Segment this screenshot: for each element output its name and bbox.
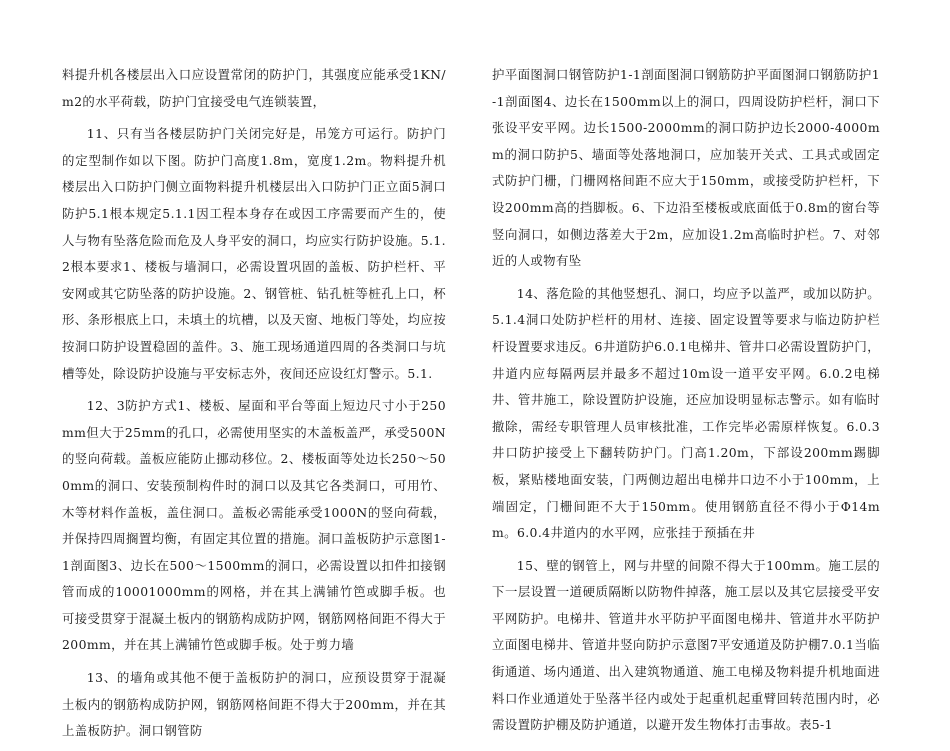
paragraph: 15、壁的钢管上，网与井壁的间隙不得大于100mm。施工层的下一层设置一道硬质隔断以防物件掉落，施工层以及其它层接受平安平网防护。电梯井、管道井水平防护平面图电梯井、管道井水平防护立面图电梯井、管道井竖向防护示意图7平安通道及防护棚7.0.1当临街通道、场内通道、出入建筑物通道、施工电梯及物料提升机地面进料口作业通道处于坠落半径内或处于起重机起重臂回转范围内时，必需设置防护棚及防护通道，以避开发生物体打击事故。表5-1 bbox=[492, 557, 880, 733]
paragraph: 护平面图洞口钢管防护1-1剖面图洞口钢筋防护平面图洞口钢筋防护1-1剖面图4、边长在1500mm以上的洞口，四周设防护栏杆，洞口下张设平安平网。边长1500-2000mm的洞口防护边长2000-4000mm的洞口防护5、墙面等处落地洞口，应加装开关式、工具式或固定式防护门栅，门栅网格间距不应大于150mm，或接受防护栏杆，下设200mm高的挡脚板。6、下边沿至楼板或底面低于0.8m的窗台等竖向洞口，如侧边落差大于2m，应加设1.2m高临时护栏。7、对邻近的人或物有坠 bbox=[492, 67, 880, 269]
paragraph: 12、3防护方式1、楼板、屋面和平台等面上短边尺寸小于250mm但大于25mm的孔口，必需使用坚实的木盖板盖严，承受500N的竖向荷载。盖板应能防止挪动移位。2、楼板面等处边长250～500mm的洞口、安装预制构件时的洞口以及其它各类洞口，可用竹、木等材料作盖板，盖住洞口。盖板必需能承受1000N的竖向荷载，并保持四周搁置均衡，有固定其位置的措施。洞口盖板防护示意图1-1剖面图3、边长在500～1500mm的洞口，必需设置以扣件扣接钢管而成的10001000mm的网格，并在其上满铺竹笆或脚手板。也可接受贯穿于混凝土板内的钢筋构成防护网，钢筋网格间距不得大于200mm，并在其上满铺竹笆或脚手板。处于剪力墙 bbox=[62, 398, 446, 653]
right-text-column bbox=[492, 62, 880, 745]
paragraph: 11、只有当各楼层防护门关闭完好是，吊笼方可运行。防护门的定型制作如以下图。防护门高度1.8m，宽度1.2m。物料提升机楼层出入口防护门侧立面物料提升机楼层出入口防护门正立面5洞口防护5.1根本规定5.1.1因工程本身存在或因工序需要而产生的，使人与物有坠落危险而危及人身平安的洞口，均应实行防护设施。5.1.2根本要求1、楼板与墙洞口，必需设置巩固的盖板、防护栏杆、平安网或其它防坠落的防护设施。2、钢管桩、钻孔桩等桩孔上口，杯形、条形根底上口，未填土的坑槽，以及天窗、地板门等处，均应按按洞口防护设置稳固的盖件。3、施工现场通道四周的各类洞口与坑槽等处，除设防护设施与平安标志外，夜间还应设红灯警示。5.1. bbox=[62, 126, 446, 381]
paragraph: 14、落危险的其他竖想孔、洞口，均应予以盖严，或加以防护。5.1.4洞口处防护栏杆的用材、连接、固定设置等要求与临边防护栏杆设置要求违反。6井道防护6.0.1电梯井、管井口必需设置防护门，井道内应每隔两层并最多不超过10m设一道平安平网。6.0.2电梯井、管井施工，除设置防护设施，还应加设明显标志警示。如有临时撤除，需经专职管理人员审核批准，工作完毕必需原样恢复。6.0.3井口防护接受上下翻转防护门。门高1.20m，下部设200mm踢脚板，紧贴楼地面安装，门两侧边超出电梯井口边不小于100mm，上端固定，门栅间距不大于150mm。使用钢筋直径不得小于Φ14mm。6.0.4井道内的水平网，应张挂于预插在井 bbox=[492, 285, 880, 541]
paragraph: 料提升机各楼层出入口应设置常闭的防护门，其强度应能承受1KN/m2的水平荷载，防护门宜接受电气连锁装置， bbox=[62, 67, 446, 109]
left-text-column bbox=[62, 62, 446, 751]
paragraph: 13、的墙角或其他不便于盖板防护的洞口，应预设贯穿于混凝土板内的钢筋构成防护网，钢筋网格间距不得大于200mm，并在其上盖板防护。洞口钢管防 bbox=[62, 670, 446, 739]
